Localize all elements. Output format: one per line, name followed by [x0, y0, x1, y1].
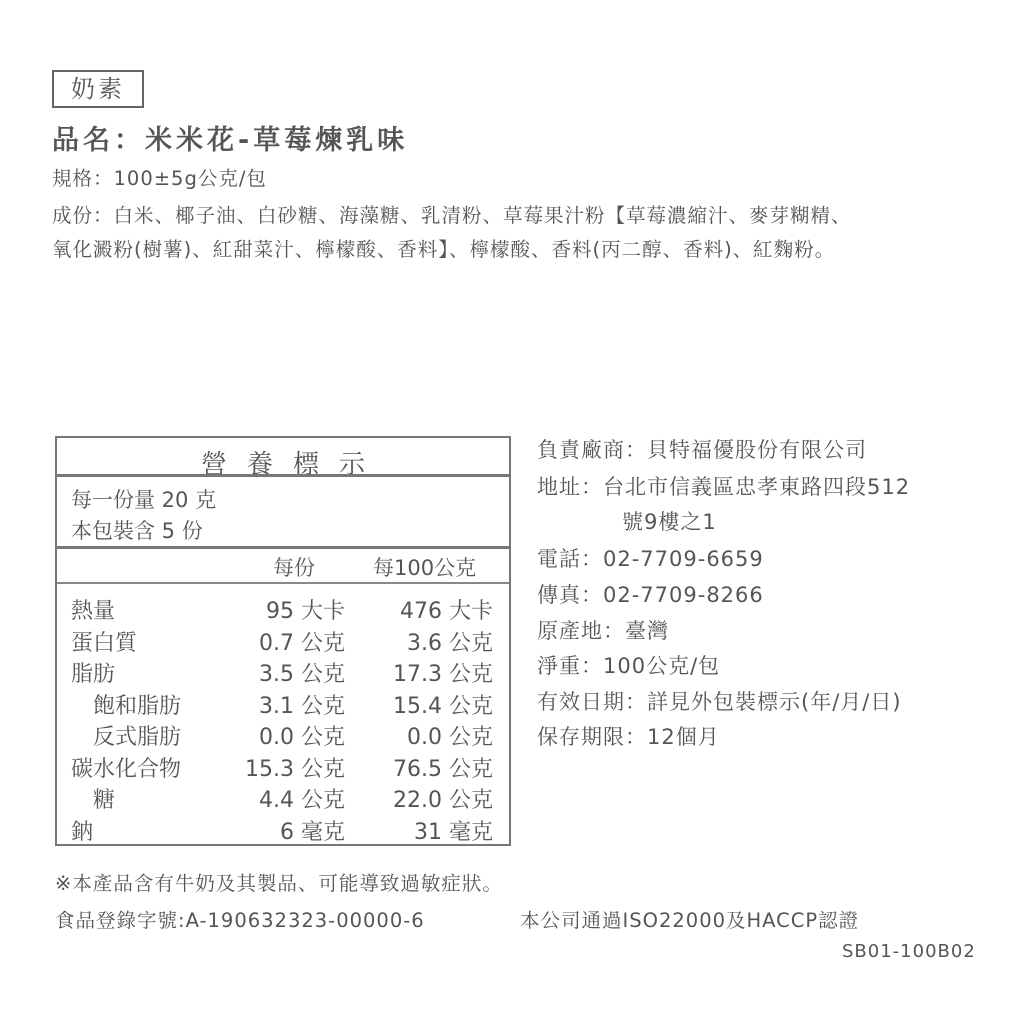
nutrient-name: 糖	[93, 788, 116, 813]
divider	[57, 474, 509, 477]
registration-number: 食品登錄字號:A-190632323-00000-6	[55, 909, 425, 932]
nutrient-name: 熱量	[71, 599, 116, 624]
per-100g-value: 17.3 公克	[393, 662, 493, 687]
per-100g-value: 3.6 公克	[407, 630, 493, 656]
per-100g-value: 0.0 公克	[407, 725, 493, 750]
per-serving-value: 95 大卡	[266, 599, 345, 624]
nutrient-name: 鈉	[71, 819, 94, 845]
nutrition-row	[57, 626, 509, 658]
per-serving-value: 3.5 公克	[259, 662, 345, 687]
nutrition-row	[57, 783, 509, 815]
nutrient-name: 脂肪	[71, 662, 116, 687]
per-100g-value: 476 大卡	[400, 599, 493, 624]
nutrition-row	[57, 720, 509, 752]
ingredients-line-2: 氧化澱粉(樹薯)、紅甜菜汁、檸檬酸、香料】、檸檬酸、香料(丙二醇、香料)、紅麴粉。	[52, 238, 836, 261]
allergen-notice: ※本產品含有牛奶及其製品、可能導致過敏症狀。	[55, 872, 503, 895]
nutrient-name: 碳水化合物	[71, 756, 182, 782]
nutrition-title: 營養標示	[200, 450, 385, 480]
col-header-per-100g: 每100公克	[373, 556, 477, 580]
per-serving-value: 0.0 公克	[259, 725, 345, 750]
nutrient-name: 反式脂肪	[93, 725, 182, 750]
nutrition-row	[57, 689, 509, 721]
per-serving-value: 4.4 公克	[259, 788, 345, 813]
col-header-per-serving: 每份	[273, 556, 315, 580]
per-serving-value: 15.3 公克	[245, 756, 345, 782]
phone: 電話：02-7709-6659	[537, 547, 764, 571]
nutrient-name: 飽和脂肪	[93, 693, 182, 719]
net-weight: 淨重：100公克/包	[537, 654, 721, 678]
product-name: 品名：米米花-草莓煉乳味	[52, 125, 409, 156]
divider	[57, 546, 509, 549]
per-serving-value: 0.7 公克	[259, 630, 345, 656]
per-100g-value: 22.0 公克	[393, 788, 493, 813]
address-line-1: 地址：台北市信義區忠孝東路四段512	[537, 475, 911, 499]
fax: 傳真：02-7709-8266	[537, 583, 764, 607]
servings-per-pack: 本包裝含 5 份	[71, 519, 203, 543]
per-serving-value: 3.1 公克	[259, 693, 345, 719]
nutrient-name: 蛋白質	[71, 630, 138, 656]
spec-line: 規格：100±5g公克/包	[52, 167, 267, 190]
expiry-date: 有效日期：詳見外包裝標示(年/月/日)	[537, 690, 902, 714]
nutrition-table	[55, 436, 511, 846]
nutrition-row	[57, 657, 509, 689]
nutrition-row	[57, 594, 509, 626]
address-line-2: 號9樓之1	[622, 510, 717, 534]
divider	[57, 582, 509, 584]
manufacturer: 負責廠商：貝特福優股份有限公司	[537, 438, 867, 462]
vegetarian-badge: 奶素	[52, 70, 144, 108]
nutrition-row	[57, 752, 509, 784]
serving-size: 每一份量 20 克	[71, 488, 217, 512]
per-serving-value: 6 毫克	[280, 819, 345, 845]
origin: 原產地：臺灣	[537, 619, 669, 643]
certification: 本公司通過ISO22000及HACCP認證	[520, 909, 860, 932]
ingredients-line-1: 成份：白米、椰子油、白砂糖、海藻糖、乳清粉、草莓果汁粉【草莓濃縮汁、麥芽糊精、	[52, 204, 852, 227]
per-100g-value: 76.5 公克	[393, 756, 493, 782]
shelf-life: 保存期限：12個月	[537, 725, 720, 749]
product-code: SB01-100B02	[842, 941, 976, 962]
per-100g-value: 15.4 公克	[393, 693, 493, 719]
nutrition-row	[57, 815, 509, 847]
per-100g-value: 31 毫克	[414, 819, 493, 845]
